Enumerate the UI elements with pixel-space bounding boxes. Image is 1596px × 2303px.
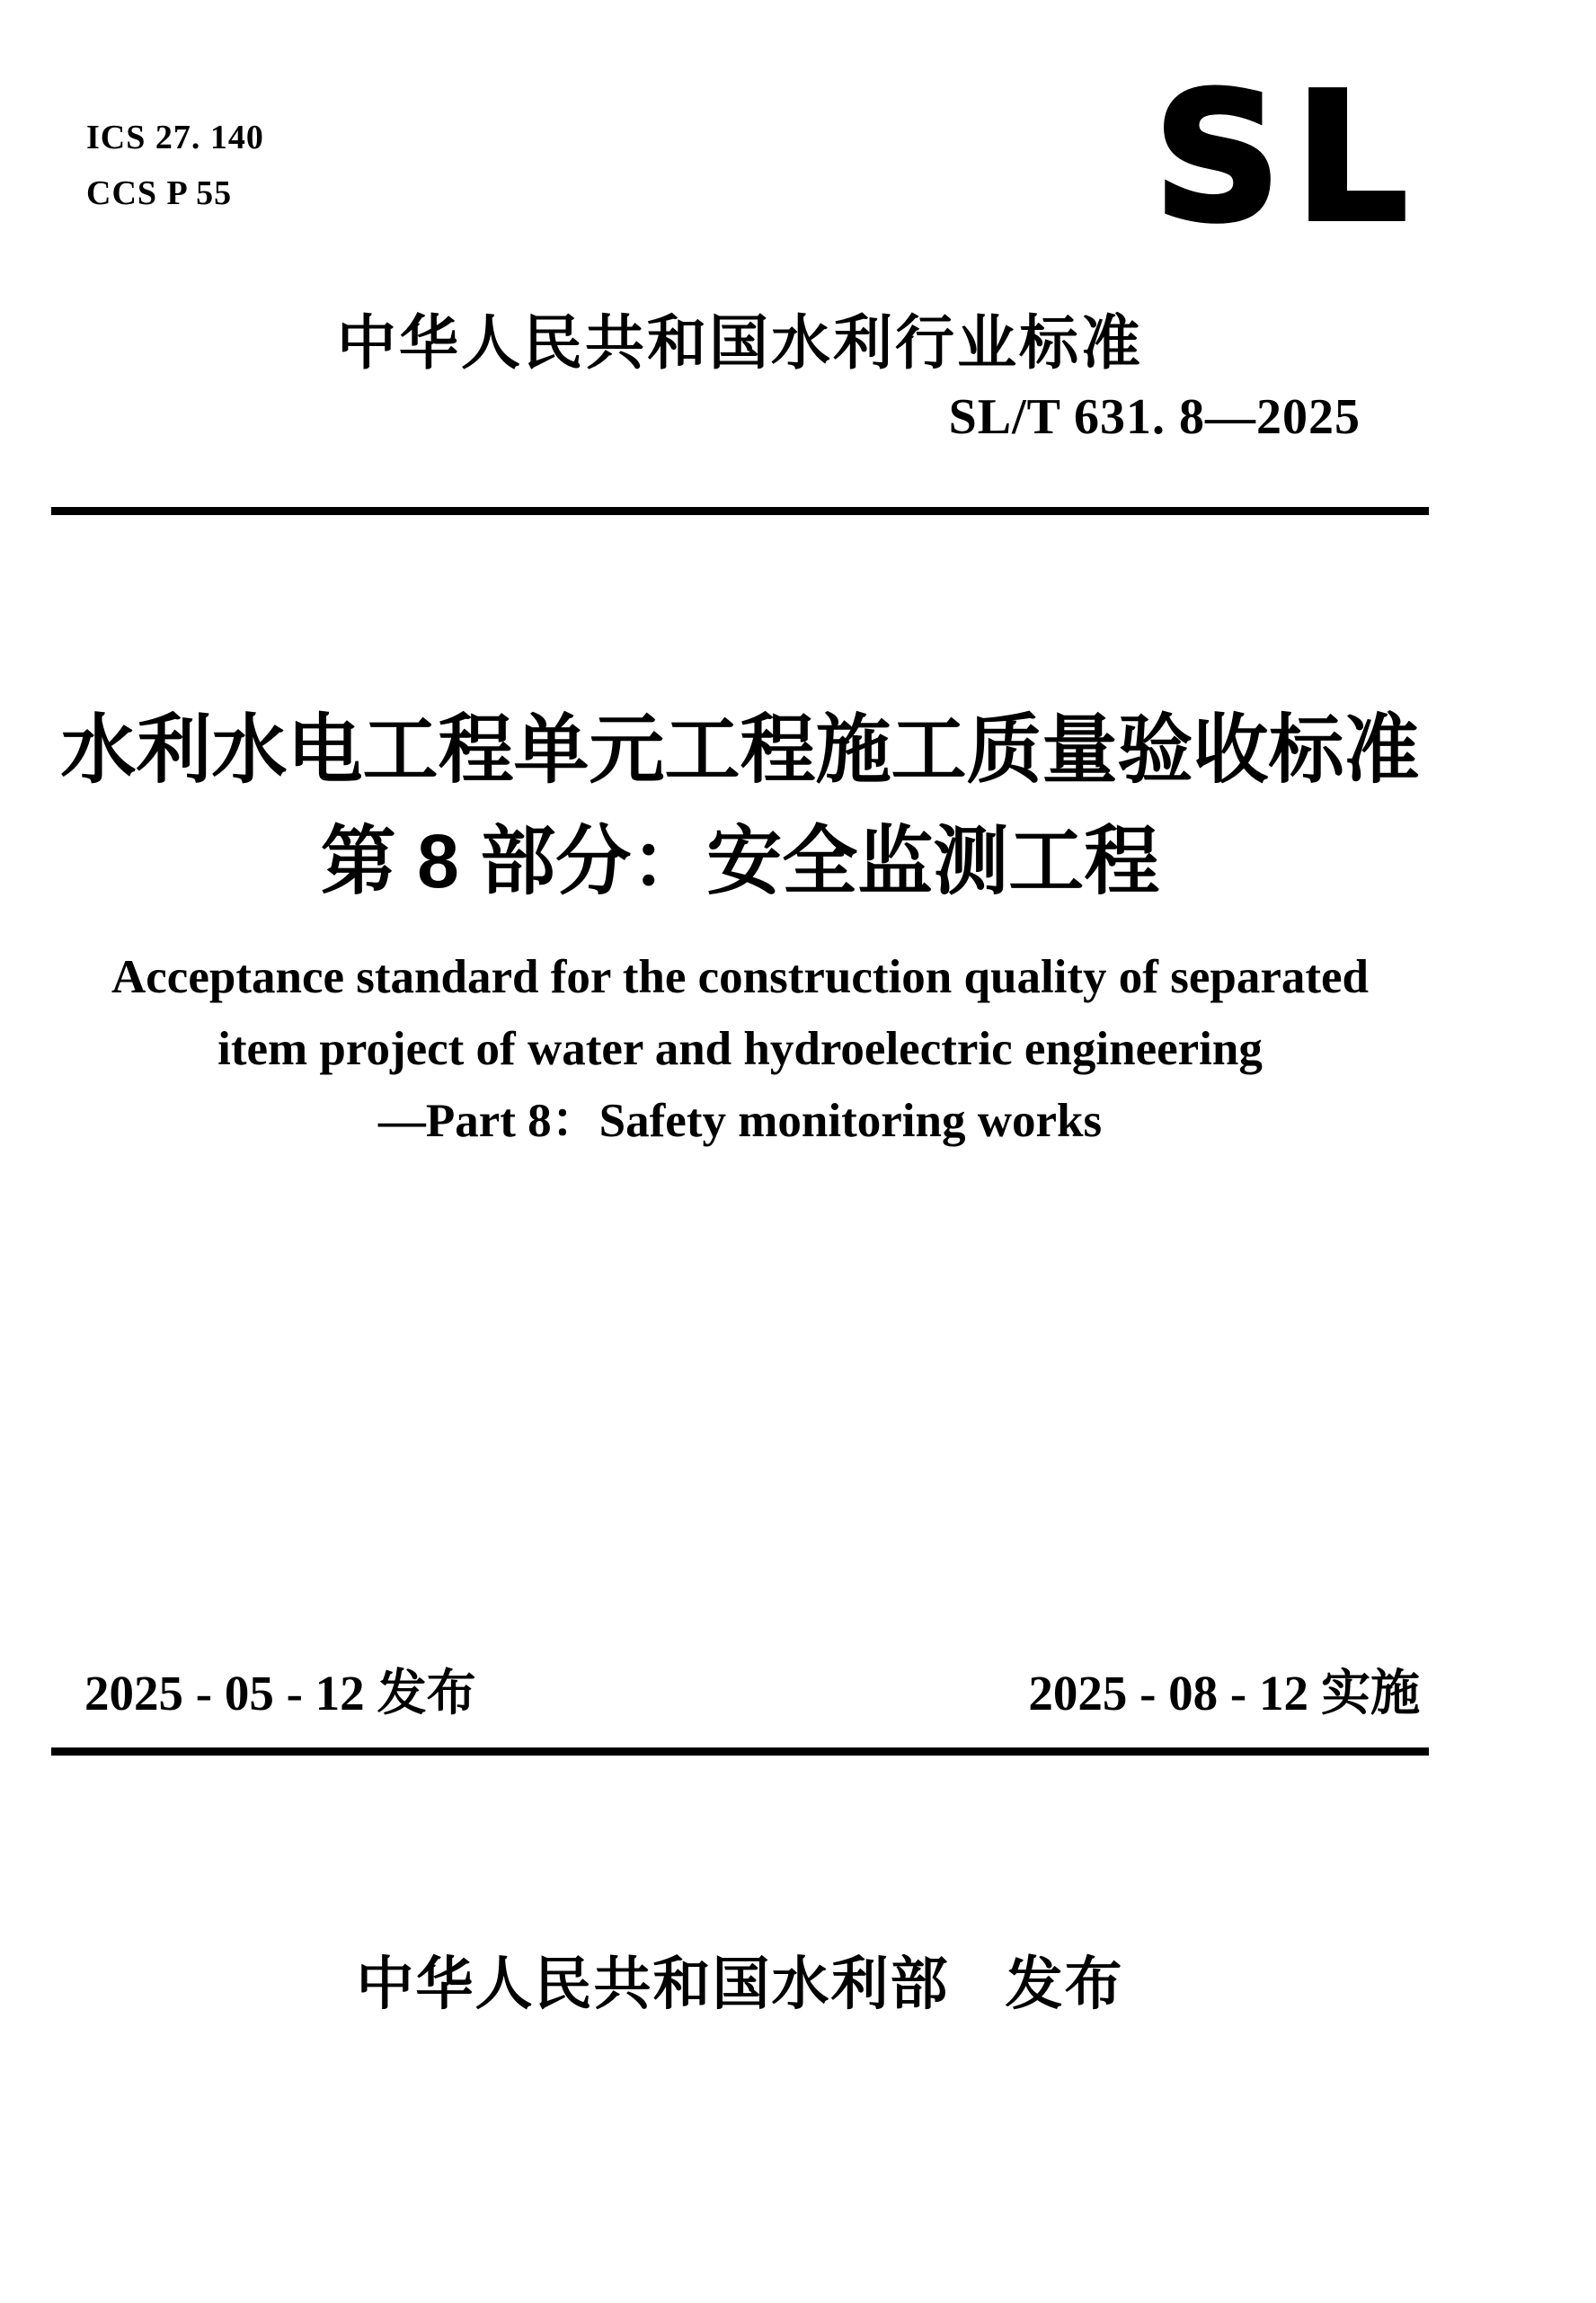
title-cn-line2: 第 8 部分：安全监测工程: [320, 819, 1160, 903]
classification-codes: [86, 110, 264, 221]
implement-label: 实施: [1320, 1665, 1420, 1721]
publisher-row: [51, 1938, 1429, 2021]
sl-logo: SL: [1154, 56, 1423, 261]
ics-code: ICS 27. 140: [86, 119, 264, 156]
top-divider-line: [51, 507, 1429, 515]
issue-date-block: [84, 1661, 476, 1725]
bottom-divider-line: [51, 1747, 1429, 1756]
date-row: [0, 1661, 1596, 1724]
issue-label: 发布: [377, 1665, 476, 1721]
standard-type-heading: 中华人民共和国水利行业标准: [337, 309, 1143, 376]
publish-action-label: 发布: [1005, 1952, 1124, 2016]
title-en-line3: —Part 8：Safety monitoring works: [377, 1095, 1103, 1147]
standard-number: SL/T 631. 8—2025: [948, 389, 1361, 445]
title-en-line1: Acceptance standard for the construction quality of separated: [111, 951, 1369, 1003]
title-en-line2: item project of water and hydroelectric engineering: [217, 1023, 1263, 1075]
title-english: [51, 941, 1429, 1157]
title-cn-line1: 水利水电工程单元工程施工质量验收标准: [60, 707, 1420, 792]
implement-date-block: [1028, 1661, 1420, 1725]
implement-date: 2025 - 08 - 12: [1028, 1666, 1308, 1721]
publisher-name: 中华人民共和国水利部: [356, 1952, 950, 2016]
issue-date: 2025 - 05 - 12: [84, 1666, 365, 1721]
title-chinese: [51, 707, 1429, 903]
ccs-code: CCS P 55: [86, 174, 233, 212]
